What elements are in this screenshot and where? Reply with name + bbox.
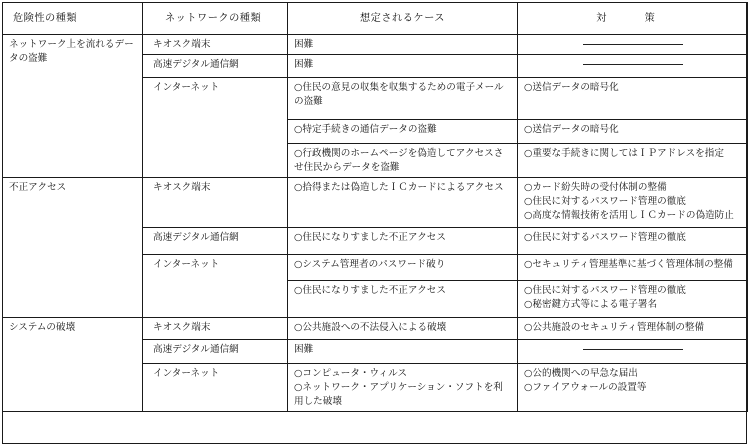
measure-cell [518,340,748,364]
measure-text: ○公共施設のセキュリティ管理体制の整備 [524,322,705,333]
measure-cell [518,255,748,281]
network-cell: キオスク端末 [143,318,288,340]
case-text: ○ネットワーク・アプリケーション・ソフトを利用した破壊 [294,382,503,407]
measure-cell [518,318,748,340]
case-text: 困難 [294,344,314,355]
case-text: ○システム管理者のパスワード破り [294,259,446,270]
case-cell [288,340,518,364]
table-row [3,178,748,228]
measure-text: ○重要な手続きに関してはＩＰアドレスを指定 [524,148,724,159]
table-body [3,35,748,412]
measure-cell [518,55,748,78]
measure-cell [518,364,748,412]
header-measure: 対 策 [518,3,748,35]
network-cell: キオスク端末 [143,35,288,55]
risk-table [2,2,748,412]
network-cell: インターネット [143,78,288,178]
header-risk: 危険性の種類 [3,3,143,35]
case-cell [288,55,518,78]
case-cell [288,120,518,144]
header-row [3,3,748,35]
measure-cell [518,120,748,144]
case-text: ○拾得または偽造したＩＣカードによるアクセス [294,182,504,193]
measure-cell [518,228,748,255]
no-measure-dash [583,349,683,350]
measure-cell [518,78,748,120]
case-cell [288,35,518,55]
measure-text: ○住民に対するパスワード管理の徹底 [524,196,686,207]
measure-cell [518,144,748,178]
measure-text: ○住民に対するパスワード管理の徹底 [524,285,686,296]
measure-text: ○ファイアウォールの設置等 [524,382,647,393]
measure-cell [518,281,748,318]
network-cell: インターネット [143,255,288,318]
case-cell [288,255,518,281]
network-cell: 高速デジタル通信網 [143,340,288,364]
network-cell: 高速デジタル通信網 [143,228,288,255]
case-text: ○住民になりすました不正アクセス [294,232,446,243]
case-cell [288,144,518,178]
risk-cell: システムの破壊 [3,318,143,412]
measure-text: ○セキュリティ管理基準に基づく管理体制の整備 [524,259,733,270]
case-cell [288,78,518,120]
header-case: 想定されるケース [288,3,518,35]
header-network: ネットワークの種類 [143,3,288,35]
table-row [3,318,748,340]
case-text: ○コンピュータ・ウィルス [294,368,408,379]
case-text: ○行政機関のホームページを偽造してアクセスさせ住民からデータを盗難 [294,148,504,173]
measure-text: ○送信データの暗号化 [524,82,619,93]
measure-text: ○住民に対するパスワード管理の徹底 [524,232,686,243]
case-text: 困難 [294,59,314,70]
case-cell [288,364,518,412]
case-cell [288,318,518,340]
risk-cell: ネットワーク上を流れるデータの盗難 [3,35,143,178]
network-cell: 高速デジタル通信網 [143,55,288,78]
case-cell [288,281,518,318]
measure-cell [518,178,748,228]
network-cell: インターネット [143,364,288,412]
case-cell [288,228,518,255]
measure-text: ○送信データの暗号化 [524,124,619,135]
risk-cell: 不正アクセス [3,178,143,318]
case-text: ○住民になりすました不正アクセス [294,285,446,296]
measure-text: ○秘密鍵方式等による電子署名 [524,299,658,310]
no-measure-dash [583,64,683,65]
case-text: ○公共施設への不法侵入による破壊 [294,322,447,333]
measure-text: ○公的機関への早急な届出 [524,368,638,379]
no-measure-dash [583,44,683,45]
network-cell: キオスク端末 [143,178,288,228]
measure-text: ○高度な情報技術を活用しＩＣカードの偽造防止 [524,210,734,221]
case-text: 困難 [294,39,314,50]
table-row [3,35,748,55]
measure-text: ○カード紛失時の受付体制の整備 [524,182,667,193]
measure-cell [518,35,748,55]
case-text: ○住民の意見の収集を収集するための電子メールの盗難 [294,82,504,107]
case-text: ○特定手続きの通信データの盗難 [294,124,437,135]
case-cell [288,178,518,228]
